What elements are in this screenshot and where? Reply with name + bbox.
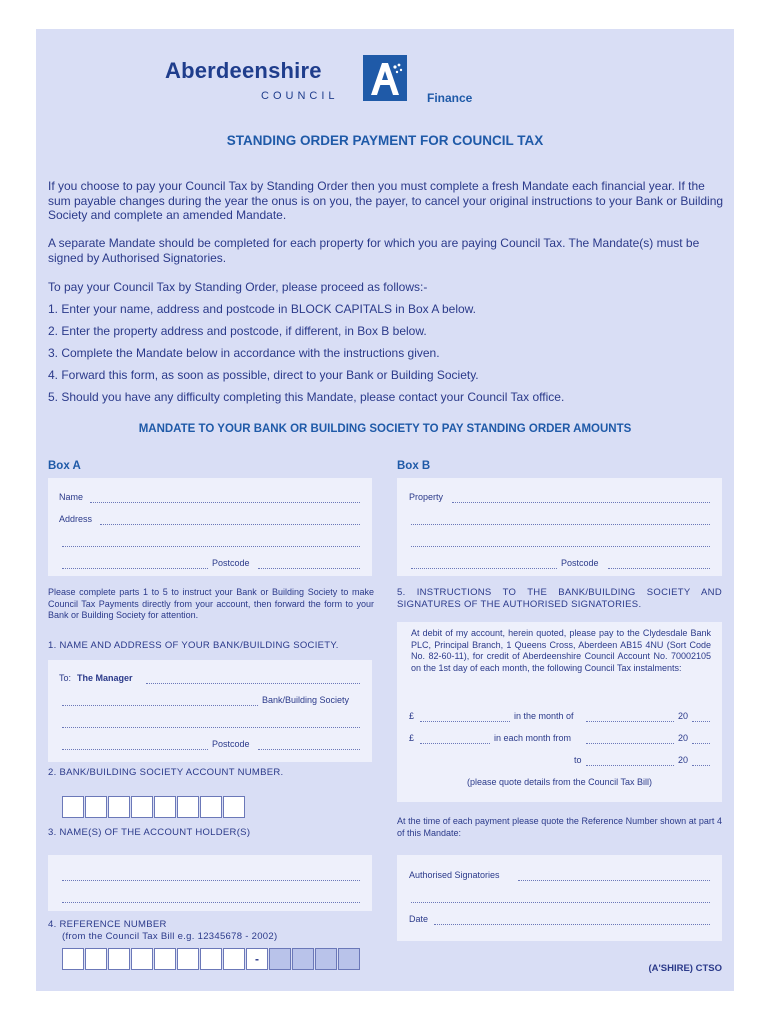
reference-digit-6[interactable]	[177, 948, 199, 970]
postcode-field[interactable]	[258, 568, 360, 569]
page-title: STANDING ORDER PAYMENT FOR COUNCIL TAX	[226, 133, 544, 148]
section-5-heading: 5. INSTRUCTIONS TO THE BANK/BUILDING SOCIETY AND SIGNATURES OF THE AUTHORISED SIGNATORIES.	[397, 587, 722, 610]
reference-digit-2[interactable]	[85, 948, 107, 970]
month-field-1[interactable]	[586, 721, 674, 722]
reference-digit-1[interactable]	[62, 948, 84, 970]
signature-box[interactable]	[397, 855, 722, 941]
bank-line-3[interactable]	[62, 727, 360, 728]
instructions-text: Please complete parts 1 to 5 to instruct your Bank or Building Society to make Council Tax Payments directly from your account, then forward the form to your Bank or Building Society for attention.	[48, 587, 374, 620]
account-digit-5[interactable]	[154, 796, 176, 818]
amount-field-1[interactable]	[420, 721, 510, 722]
section-4-subtext: (from the Council Tax Bill e.g. 12345678 - 2002)	[62, 931, 278, 942]
date-label: Date	[409, 914, 429, 924]
property-field-4[interactable]	[411, 568, 557, 569]
name-field[interactable]	[90, 502, 360, 503]
reference-digit-7[interactable]	[200, 948, 222, 970]
reference-dash: -	[246, 948, 268, 970]
month-of-label: in the month of	[514, 711, 574, 721]
month-field-3[interactable]	[586, 765, 674, 766]
quote-note: (please quote details from the Council Tax Bill)	[467, 777, 652, 787]
bank-line-2[interactable]	[62, 705, 258, 706]
address-field-1[interactable]	[100, 524, 360, 525]
property-field-2[interactable]	[411, 524, 710, 525]
department-label: Finance	[427, 91, 473, 105]
holder-line-1[interactable]	[62, 880, 360, 881]
account-digit-4[interactable]	[131, 796, 153, 818]
pound-sign-2: £	[409, 733, 415, 743]
reference-digit-4[interactable]	[131, 948, 153, 970]
property-postcode-field[interactable]	[608, 568, 710, 569]
reference-digit-3[interactable]	[108, 948, 130, 970]
year-prefix-2: 20	[678, 733, 689, 743]
manager-label: The Manager	[77, 673, 133, 683]
step-4: 4. Forward this form, as soon as possible, direct to your Bank or Building Society.	[48, 368, 479, 382]
account-digit-1[interactable]	[62, 796, 84, 818]
year-field-1[interactable]	[692, 721, 710, 722]
amount-field-2[interactable]	[420, 743, 490, 744]
signatories-label: Authorised Signatories	[409, 870, 500, 880]
year-field-2[interactable]	[692, 743, 710, 744]
year-prefix-1: 20	[678, 711, 689, 721]
box-b[interactable]	[397, 478, 722, 576]
org-sub: COUNCIL	[261, 90, 339, 102]
account-digit-6[interactable]	[177, 796, 199, 818]
reference-digit-8[interactable]	[223, 948, 245, 970]
mandate-heading: MANDATE TO YOUR BANK OR BUILDING SOCIETY TO PAY STANDING ORDER AMOUNTS	[138, 423, 632, 435]
box-a-label: Box A	[48, 460, 81, 472]
to-label: To:	[59, 673, 72, 683]
year-field-3[interactable]	[692, 765, 710, 766]
bank-postcode-label: Postcode	[212, 739, 250, 749]
step-3: 3. Complete the Mandate below in accordance with the instructions given.	[48, 346, 440, 360]
bank-building-label: Bank/Building Society	[262, 695, 350, 705]
address-field-2[interactable]	[62, 546, 360, 547]
property-field-1[interactable]	[452, 502, 710, 503]
year-prefix-3: 20	[678, 755, 689, 765]
reference-year-2[interactable]	[292, 948, 314, 970]
reference-year-1[interactable]	[269, 948, 291, 970]
address-field-3[interactable]	[62, 568, 208, 569]
signature-field-2[interactable]	[411, 902, 710, 903]
date-field[interactable]	[434, 924, 710, 925]
step-2: 2. Enter the property address and postcode, if different, in Box B below.	[48, 324, 427, 338]
month-field-2[interactable]	[586, 743, 674, 744]
section-3-heading: 3. NAME(S) OF THE ACCOUNT HOLDER(S)	[48, 827, 251, 838]
intro-paragraph-1: If you choose to pay your Council Tax by Standing Order then you must complete a fresh Mandate each financial year. If the sum payable changes during the year the onus is on you, the payer, to cancel your original instructions to your Bank or Building Society and complete an amended Mandate.	[48, 179, 724, 222]
each-month-label: in each month from	[494, 733, 572, 743]
property-postcode-label: Postcode	[561, 558, 599, 568]
reference-year-4[interactable]	[338, 948, 360, 970]
to-month-label: to	[574, 755, 582, 765]
property-field-3[interactable]	[411, 546, 710, 547]
bank-line-1[interactable]	[146, 683, 360, 684]
account-digit-7[interactable]	[200, 796, 222, 818]
box-b-label: Box B	[397, 460, 431, 472]
bank-line-4[interactable]	[62, 749, 208, 750]
footer-code: (A'SHIRE) CTSO	[648, 963, 722, 974]
step-5: 5. Should you have any difficulty completing this Mandate, please contact your Council Tax office.	[48, 390, 565, 404]
account-digit-3[interactable]	[108, 796, 130, 818]
section-4-heading: 4. REFERENCE NUMBER	[48, 919, 167, 930]
bank-postcode-field[interactable]	[258, 749, 360, 750]
debit-instruction-text: At debit of my account, herein quoted, please pay to the Clydesdale Bank PLC, Principal Branch, 1 Queens Cross, Aberdeen AB15 4NU (Sort Code No. 82-60-11), for credit of Aberdeenshire Council Account No. 70002105 on the 1st day of each month, the following Council Tax instalments:	[411, 628, 711, 673]
name-label: Name	[59, 492, 84, 502]
address-label: Address	[59, 514, 93, 524]
step-1: 1. Enter your name, address and postcode in BLOCK CAPITALS in Box A below.	[48, 302, 477, 316]
pound-sign-1: £	[409, 711, 415, 721]
account-digit-8[interactable]	[223, 796, 245, 818]
council-logo-icon	[363, 55, 407, 101]
intro-paragraph-3: To pay your Council Tax by Standing Order, please proceed as follows:-	[48, 280, 428, 294]
reference-year-3[interactable]	[315, 948, 337, 970]
intro-paragraph-2: A separate Mandate should be completed for each property for which you are paying Council Tax. The Mandate(s) must be signed by Authorised Signatories.	[48, 236, 700, 265]
signature-field-1[interactable]	[518, 880, 710, 881]
holder-line-2[interactable]	[62, 902, 360, 903]
property-label: Property	[409, 492, 444, 502]
reference-digit-5[interactable]	[154, 948, 176, 970]
account-digit-2[interactable]	[85, 796, 107, 818]
box-a[interactable]	[48, 478, 372, 576]
org-name: Aberdeenshire	[165, 58, 322, 83]
section-1-heading: 1. NAME AND ADDRESS OF YOUR BANK/BUILDING SOCIETY.	[48, 640, 339, 651]
reference-instruction-text: At the time of each payment please quote the Reference Number shown at part 4 of this Mandate:	[397, 816, 722, 838]
postcode-label: Postcode	[212, 558, 250, 568]
section-2-heading: 2. BANK/BUILDING SOCIETY ACCOUNT NUMBER.	[48, 767, 284, 778]
